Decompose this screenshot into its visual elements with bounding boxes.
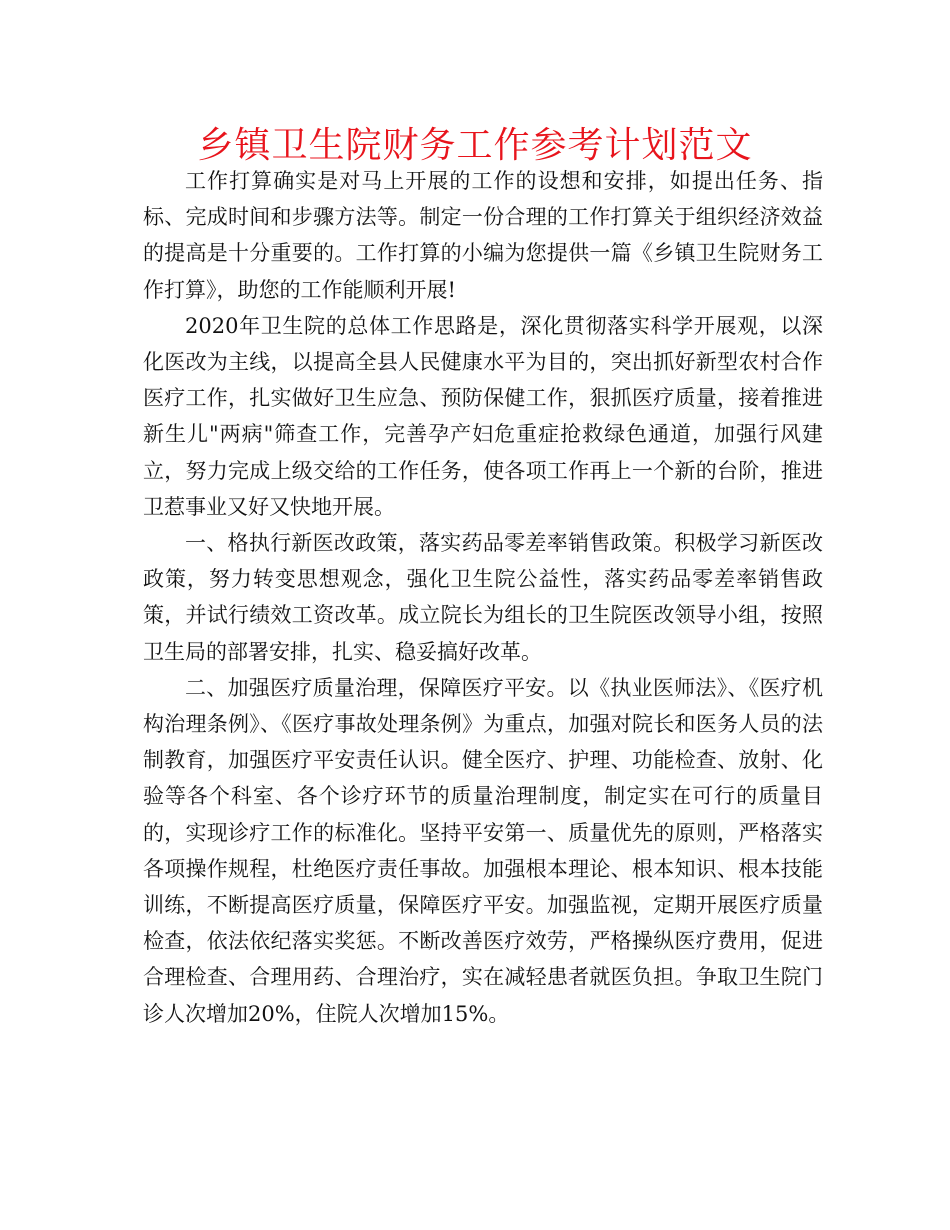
document-title: 乡镇卫生院财务工作参考计划范文 bbox=[197, 125, 753, 166]
paragraph-section-2: 二、加强医疗质量治理，保障医疗平安。以《执业医师法》、《医疗机构治理条例》、《医疗事故处理条例》为重点，加强对院长和医务人员的法制教育，加强医疗平安责任认识。健全医疗、护理、功能检查、放射、化验等各个科室、各个诊疗环节的质量治理制度，制定实在可行的质量目的，实现诊疗工作的标准化。坚持平安第一、质量优先的原则，严格落实各项操作规程，杜绝医疗责任事故。加强根本理论、根本知识、根本技能训练，不断提高医疗质量，保障医疗平安。加强监视，定期开展医疗质量检查，依法依纪落实奖惩。不断改善医疗效劳，严格操纵医疗费用，促进合理检查、合理用药、合理治疗，实在减轻患者就医负担。争取卫生院门诊人次增加20%，住院人次增加15%。 bbox=[143, 675, 823, 1026]
paragraph-intro: 工作打算确实是对马上开展的工作的设想和安排，如提出任务、指标、完成时间和步骤方法等。制定一份合理的工作打算关于组织经济效益的提高是十分重要的。工作打算的小编为您提供一篇《乡镇卫生院财务工作打算》，助您的工作能顺利开展! bbox=[143, 169, 823, 302]
paragraph-section-1: 一、格执行新医改政策，落实药品零差率销售政策。积极学习新医改政策，努力转变思想观念，强化卫生院公益性，落实药品零差率销售政策，并试行绩效工资改革。成立院长为组长的卫生院医改领导小组，按照卫生局的部署安排，扎实、稳妥搞好改革。 bbox=[143, 531, 823, 664]
paragraph-overall-plan: 2020年卫生院的总体工作思路是，深化贯彻落实科学开展观，以深化医改为主线，以提高全县人民健康水平为目的，突出抓好新型农村合作医疗工作，扎实做好卫生应急、预防保健工作，狠抓医疗质量，接着推进新生儿"两病"筛查工作，完善孕产妇危重症抢救绿色通道，加强行风建立，努力完成上级交给的工作任务，使各项工作再上一个新的台阶，推进卫惹事业又好又快地开展。 bbox=[143, 313, 823, 519]
document-body bbox=[143, 163, 823, 1032]
